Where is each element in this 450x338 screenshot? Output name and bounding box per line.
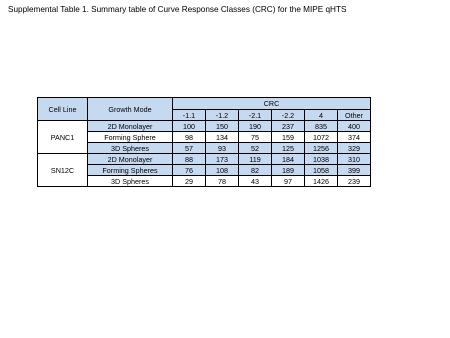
value-cell: 43 — [239, 176, 272, 187]
header-class: 4 — [305, 110, 338, 121]
header-class: -1.2 — [206, 110, 239, 121]
header-class: Other — [338, 110, 371, 121]
table-row — [38, 132, 371, 143]
value-cell: 159 — [272, 132, 305, 143]
header-growth-mode: Growth Mode — [88, 98, 173, 121]
value-cell: 1256 — [305, 143, 338, 154]
value-cell: 100 — [173, 121, 206, 132]
value-cell: 82 — [239, 165, 272, 176]
table-row — [38, 121, 371, 132]
growth-mode-cell: 3D Spheres — [88, 176, 173, 187]
header-class: -2.1 — [239, 110, 272, 121]
value-cell: 173 — [206, 154, 239, 165]
table-row — [38, 143, 371, 154]
value-cell: 1058 — [305, 165, 338, 176]
value-cell: 98 — [173, 132, 206, 143]
value-cell: 75 — [239, 132, 272, 143]
value-cell: 400 — [338, 121, 371, 132]
value-cell: 134 — [206, 132, 239, 143]
value-cell: 76 — [173, 165, 206, 176]
value-cell: 1426 — [305, 176, 338, 187]
value-cell: 78 — [206, 176, 239, 187]
table-caption: Supplemental Table 1. Summary table of Curve Response Classes (CRC) for the MIPE qHTS — [8, 5, 347, 14]
value-cell: 57 — [173, 143, 206, 154]
value-cell: 52 — [239, 143, 272, 154]
value-cell: 189 — [272, 165, 305, 176]
value-cell: 399 — [338, 165, 371, 176]
cell-line-label: SN12C — [38, 154, 88, 187]
value-cell: 190 — [239, 121, 272, 132]
value-cell: 239 — [338, 176, 371, 187]
header-cell-line: Cell Line — [38, 98, 88, 121]
growth-mode-cell: 3D Spheres — [88, 143, 173, 154]
value-cell: 1038 — [305, 154, 338, 165]
value-cell: 329 — [338, 143, 371, 154]
value-cell: 237 — [272, 121, 305, 132]
value-cell: 108 — [206, 165, 239, 176]
value-cell: 88 — [173, 154, 206, 165]
value-cell: 150 — [206, 121, 239, 132]
growth-mode-cell: 2D Monolayer — [88, 121, 173, 132]
cell-line-label: PANC1 — [38, 121, 88, 154]
value-cell: 29 — [173, 176, 206, 187]
table-row — [38, 165, 371, 176]
growth-mode-cell: Forming Spheres — [88, 165, 173, 176]
value-cell: 97 — [272, 176, 305, 187]
header-row — [38, 98, 371, 110]
table-row — [38, 176, 371, 187]
growth-mode-cell: Forming Sphere — [88, 132, 173, 143]
header-class: -2.2 — [272, 110, 305, 121]
table-row — [38, 154, 371, 165]
value-cell: 125 — [272, 143, 305, 154]
value-cell: 184 — [272, 154, 305, 165]
value-cell: 374 — [338, 132, 371, 143]
value-cell: 835 — [305, 121, 338, 132]
value-cell: 1072 — [305, 132, 338, 143]
header-class: -1.1 — [173, 110, 206, 121]
header-crc: CRC — [173, 98, 371, 110]
value-cell: 119 — [239, 154, 272, 165]
growth-mode-cell: 2D Monolayer — [88, 154, 173, 165]
value-cell: 93 — [206, 143, 239, 154]
value-cell: 310 — [338, 154, 371, 165]
crc-summary-table — [37, 97, 371, 187]
